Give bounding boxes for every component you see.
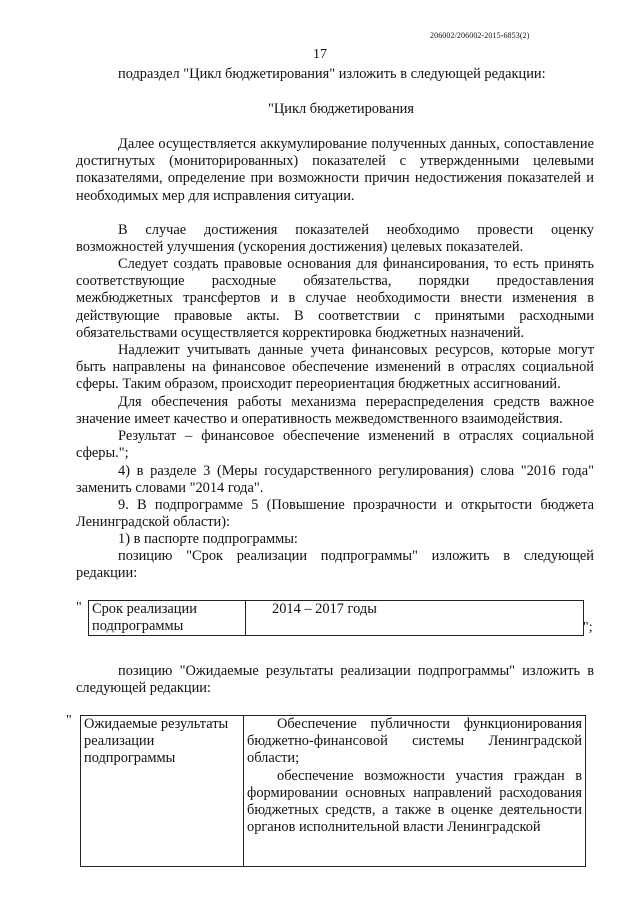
paragraph: Надлежит учитывать данные учета финансовых ресурсов, которые могут быть направлены на финансовое обеспечение изменений в отраслях социальной сферы. Таким образом, происходит переориентация бюджетных ассигнований. [76, 342, 594, 393]
paragraph: Для обеспечения работы механизма перераспределения средств важное значение имеет качество и оперативность межведомственного взаимодействия. [76, 394, 594, 428]
period-table [88, 600, 584, 636]
page-number: 17 [313, 47, 327, 62]
close-quote: "; [583, 620, 593, 635]
document-number: 206002/206002-2015-6853(2) [430, 31, 530, 40]
paragraph: позицию "Ожидаемые результаты реализации подпрограммы" изложить в следующей редакции: [76, 663, 594, 697]
expected-results-table [80, 715, 586, 867]
table-row [81, 716, 586, 867]
paragraph: В случае достижения показателей необходимо провести оценку возможностей улучшения (ускорения достижения) целевых показателей. [76, 222, 594, 256]
paragraph: позицию "Срок реализации подпрограммы" изложить в следующей редакции: [76, 548, 594, 582]
results-value-cell [244, 716, 586, 867]
paragraph: 1) в паспорте подпрограммы: [118, 531, 298, 547]
paragraph: Следует создать правовые основания для финансирования, то есть принять соответствующие расходные обязательства, порядки предоставления межбюджетных трансфертов и в случае необходимости внести изменения в действующие правовые акты. В соответствии с принятыми расходными обязательствами осуществляется корректировка бюджетных назначений. [76, 256, 594, 341]
period-value-cell: 2014 – 2017 годы [246, 601, 584, 636]
results-paragraph: обеспечение возможности участия граждан в формировании основных направлений расходования бюджетных средств, а также в оценке деятельности органов исполнительной власти Ленинградской [247, 767, 582, 836]
open-quote: " [66, 713, 72, 728]
paragraph: 9. В подпрограмме 5 (Повышение прозрачности и открытости бюджета Ленинградской области): [76, 497, 594, 531]
paragraph: подраздел "Цикл бюджетирования" изложить в следующей редакции: [118, 66, 546, 82]
section-heading: "Цикл бюджетирования [268, 101, 414, 117]
paragraph: Далее осуществляется аккумулирование полученных данных, сопоставление достигнутых (мониторированных) показателей с утвержденными целевыми показателями, определение при возможности причин недостижения показателей и необходимых мер для исправления ситуации. [76, 136, 594, 204]
results-paragraph: Обеспечение публичности функционирования бюджетно-финансовой системы Ленинградской области; [247, 716, 582, 767]
paragraph: Результат – финансовое обеспечение изменений в отраслях социальной сферы."; [76, 428, 594, 462]
table-row [89, 601, 584, 636]
period-label-cell: Срок реализации подпрограммы [89, 601, 246, 636]
results-label-cell: Ожидаемые результаты реализации подпрограммы [81, 716, 244, 867]
open-quote: " [76, 600, 82, 615]
paragraph: 4) в разделе 3 (Меры государственного регулирования) слова "2016 года" заменить словами "2014 года". [76, 463, 594, 497]
